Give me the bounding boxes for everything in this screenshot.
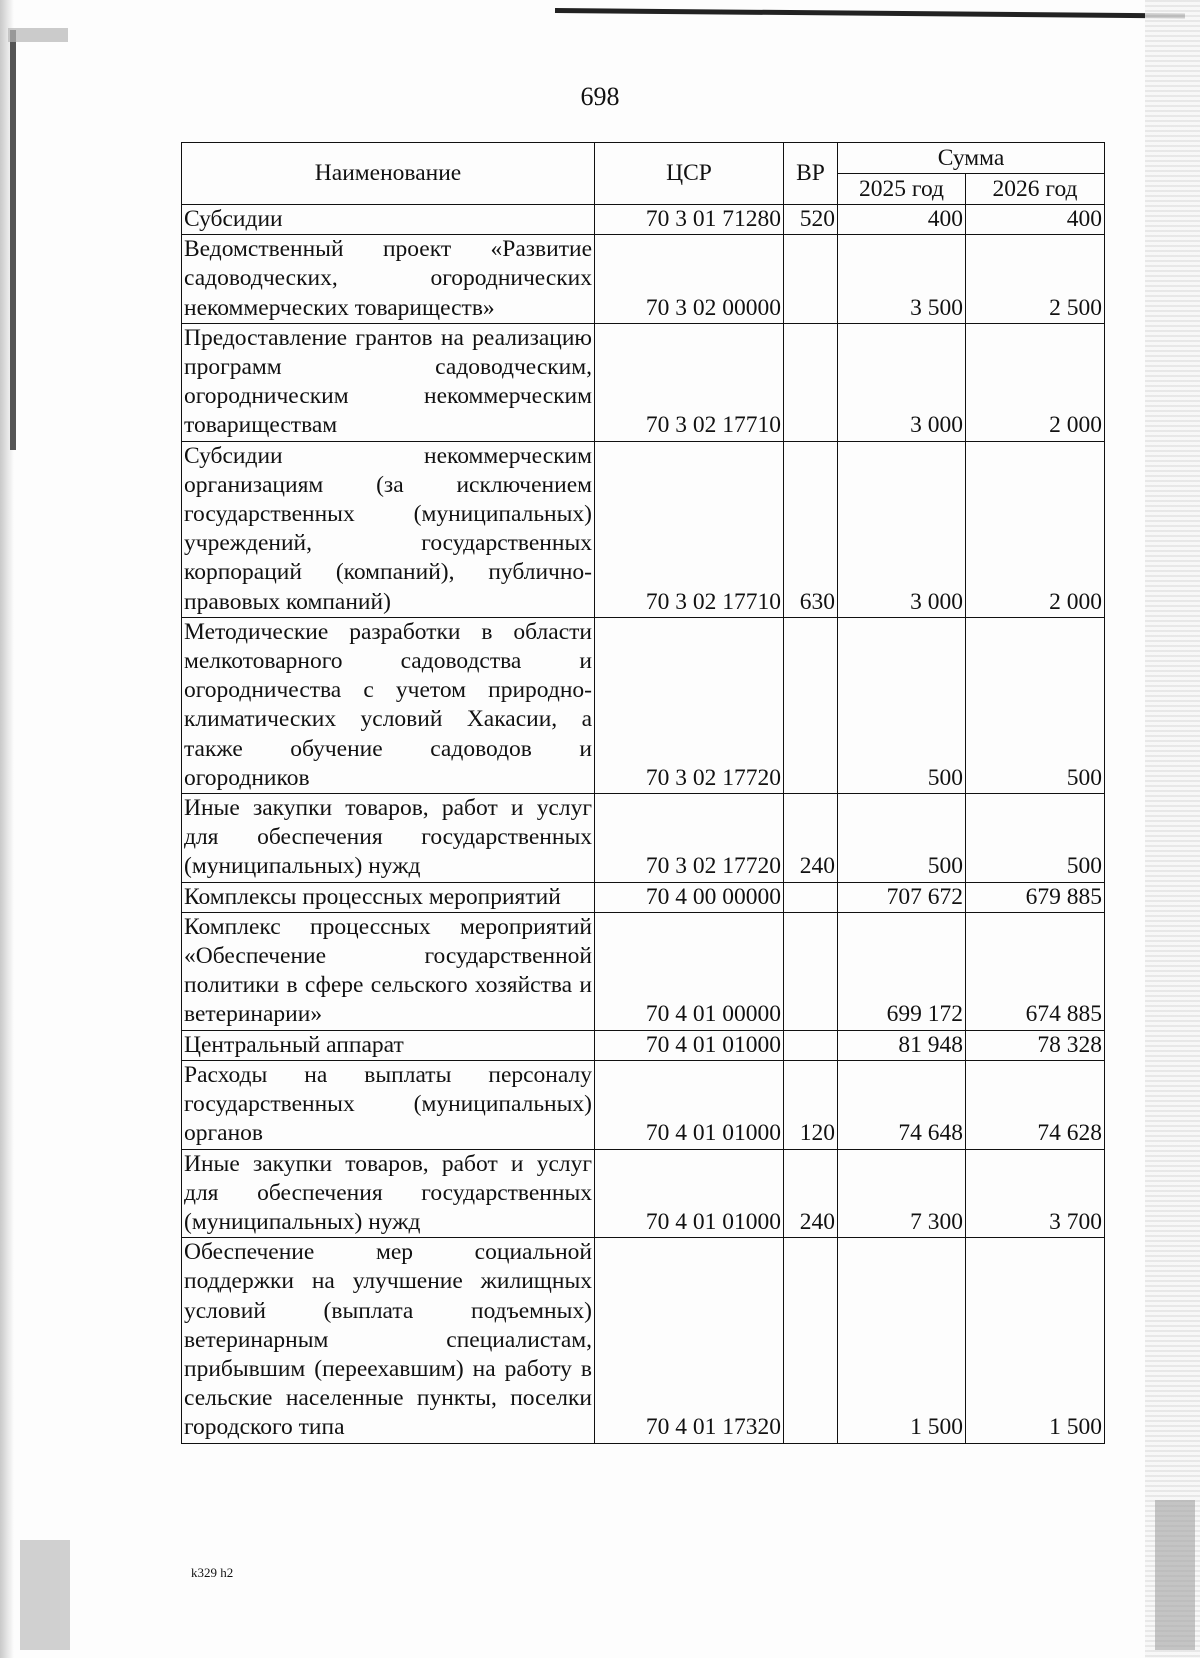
table-header xyxy=(182,143,1105,205)
table-row xyxy=(182,912,1105,1030)
row-sum-2026: 400 xyxy=(966,205,1105,235)
scan-noise xyxy=(8,28,68,42)
row-sum-2026: 2 000 xyxy=(966,441,1105,617)
row-sum-2026: 2 000 xyxy=(966,323,1105,441)
row-vr xyxy=(784,235,838,324)
row-name: Субсидии некоммерческим организациям (за исключением государственных (муниципальных) учреждений, государственных корпораций (компаний), публично-правовых компаний) xyxy=(182,441,595,617)
budget-table xyxy=(181,142,1105,1444)
row-name: Методические разработки в области мелкотоварного садоводства и огородничества с учетом природно-климатических условий Хакасии, а также обучение садоводов и огородников xyxy=(182,617,595,793)
row-sum-2026: 3 700 xyxy=(966,1149,1105,1238)
row-csr: 70 3 02 17720 xyxy=(595,617,784,793)
row-vr: 120 xyxy=(784,1060,838,1149)
scan-top-edge xyxy=(555,8,1185,18)
header-sum: Сумма xyxy=(838,143,1105,174)
row-sum-2025: 3 000 xyxy=(838,441,966,617)
row-sum-2026: 500 xyxy=(966,794,1105,883)
row-csr: 70 3 02 17710 xyxy=(595,323,784,441)
row-vr: 240 xyxy=(784,1149,838,1238)
row-sum-2025: 3 500 xyxy=(838,235,966,324)
row-csr: 70 4 01 01000 xyxy=(595,1060,784,1149)
row-sum-2025: 74 648 xyxy=(838,1060,966,1149)
page-number: 698 xyxy=(580,82,620,111)
header-csr: ЦСР xyxy=(595,143,784,205)
table-row xyxy=(182,1238,1105,1443)
row-csr: 70 4 00 00000 xyxy=(595,882,784,912)
row-sum-2025: 1 500 xyxy=(838,1238,966,1443)
row-sum-2025: 81 948 xyxy=(838,1030,966,1060)
row-name: Обеспечение мер социальной поддержки на улучшение жилищных условий (выплата подъемных) ветеринарным специалистам, прибывшим (переехавшим) на работу в сельские населенные пункты, поселки городского типа xyxy=(182,1238,595,1443)
row-name: Комплекс процессных мероприятий «Обеспечение государственной политики в сфере сельского хозяйства и ветеринарии» xyxy=(182,912,595,1030)
row-csr: 70 3 02 00000 xyxy=(595,235,784,324)
table-row xyxy=(182,794,1105,883)
row-vr xyxy=(784,323,838,441)
row-sum-2025: 500 xyxy=(838,794,966,883)
row-csr: 70 3 02 17710 xyxy=(595,441,784,617)
row-vr: 630 xyxy=(784,441,838,617)
row-sum-2026: 2 500 xyxy=(966,235,1105,324)
row-vr xyxy=(784,1238,838,1443)
row-vr xyxy=(784,1030,838,1060)
table-row xyxy=(182,882,1105,912)
row-vr: 240 xyxy=(784,794,838,883)
row-name: Ведомственный проект «Развитие садоводческих, огороднических некоммерческих товариществ» xyxy=(182,235,595,324)
row-sum-2025: 400 xyxy=(838,205,966,235)
row-sum-2026: 679 885 xyxy=(966,882,1105,912)
row-sum-2026: 674 885 xyxy=(966,912,1105,1030)
row-name: Субсидии xyxy=(182,205,595,235)
header-year-2026: 2026 год xyxy=(966,174,1105,205)
scan-noise xyxy=(1155,1500,1195,1650)
row-sum-2025: 3 000 xyxy=(838,323,966,441)
table-body xyxy=(182,205,1105,1444)
table-row xyxy=(182,441,1105,617)
row-name: Предоставление грантов на реализацию программ садоводческим, огородническим некоммерческим товариществам xyxy=(182,323,595,441)
row-name: Иные закупки товаров, работ и услуг для обеспечения государственных (муниципальных) нужд xyxy=(182,794,595,883)
table-row xyxy=(182,1060,1105,1149)
row-name: Расходы на выплаты персоналу государственных (муниципальных) органов xyxy=(182,1060,595,1149)
row-sum-2025: 699 172 xyxy=(838,912,966,1030)
row-sum-2025: 500 xyxy=(838,617,966,793)
row-sum-2025: 707 672 xyxy=(838,882,966,912)
table-row xyxy=(182,205,1105,235)
row-csr: 70 3 01 71280 xyxy=(595,205,784,235)
header-name: Наименование xyxy=(182,143,595,205)
table-row xyxy=(182,1030,1105,1060)
table-row xyxy=(182,235,1105,324)
row-sum-2026: 500 xyxy=(966,617,1105,793)
row-name: Иные закупки товаров, работ и услуг для обеспечения государственных (муниципальных) нужд xyxy=(182,1149,595,1238)
row-name: Центральный аппарат xyxy=(182,1030,595,1060)
row-vr xyxy=(784,617,838,793)
row-vr: 520 xyxy=(784,205,838,235)
row-csr: 70 4 01 17320 xyxy=(595,1238,784,1443)
row-name: Комплексы процессных мероприятий xyxy=(182,882,595,912)
row-sum-2025: 7 300 xyxy=(838,1149,966,1238)
header-year-2025: 2025 год xyxy=(838,174,966,205)
footer-code: k329 h2 xyxy=(191,1565,234,1580)
table-row xyxy=(182,1149,1105,1238)
table-row xyxy=(182,617,1105,793)
scan-noise xyxy=(20,1540,70,1650)
row-csr: 70 4 01 00000 xyxy=(595,912,784,1030)
row-vr xyxy=(784,912,838,1030)
row-sum-2026: 78 328 xyxy=(966,1030,1105,1060)
row-csr: 70 4 01 01000 xyxy=(595,1149,784,1238)
row-csr: 70 4 01 01000 xyxy=(595,1030,784,1060)
table-row xyxy=(182,323,1105,441)
row-sum-2026: 1 500 xyxy=(966,1238,1105,1443)
row-sum-2026: 74 628 xyxy=(966,1060,1105,1149)
row-vr xyxy=(784,882,838,912)
header-vr: ВР xyxy=(784,143,838,205)
scan-right-edge xyxy=(1145,0,1200,1658)
row-csr: 70 3 02 17720 xyxy=(595,794,784,883)
